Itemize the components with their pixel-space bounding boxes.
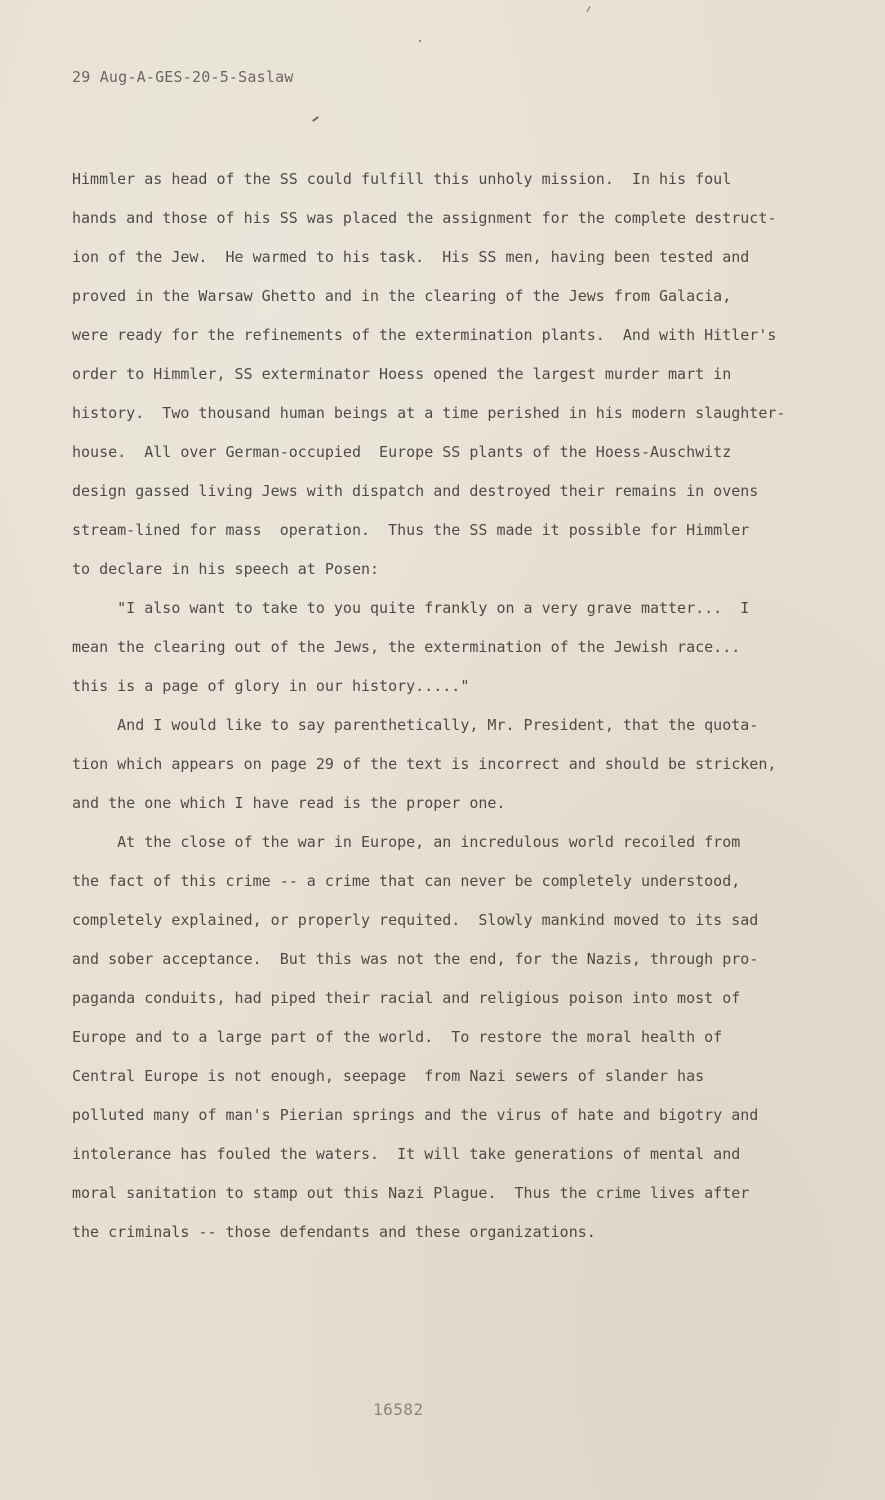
text-line: ion of the Jew. He warmed to his task. His SS men, having been tested and	[72, 248, 750, 266]
text-line: hands and those of his SS was placed the assignment for the complete destruct-	[72, 209, 777, 227]
ink-mark	[312, 116, 319, 122]
page-number: 16582	[373, 1400, 424, 1419]
text-line: paganda conduits, had piped their racial and religious poison into most of	[72, 989, 741, 1007]
text-line: were ready for the refinements of the extermination plants. And with Hitler's	[72, 326, 777, 344]
text-line: the fact of this crime -- a crime that can never be completely understood,	[72, 872, 741, 890]
quote-line: this is a page of glory in our history....."	[72, 677, 470, 695]
text-line: the criminals -- those defendants and these organizations.	[72, 1223, 596, 1241]
text-line: tion which appears on page 29 of the text is incorrect and should be stricken,	[72, 755, 777, 773]
text-line: history. Two thousand human beings at a time perished in his modern slaughter-	[72, 404, 786, 422]
text-line: And I would like to say parenthetically, Mr. President, that the quota-	[72, 716, 759, 734]
text-line: Himmler as head of the SS could fulfill this unholy mission. In his foul	[72, 170, 732, 188]
quote-line: "I also want to take to you quite frankly on a very grave matter... I	[72, 599, 750, 617]
text-line: Europe and to a large part of the world. To restore the moral health of	[72, 1028, 723, 1046]
document-header: 29 Aug-A-GES-20-5-Saslaw	[72, 68, 294, 86]
text-line: completely explained, or properly requited. Slowly mankind moved to its sad	[72, 911, 759, 929]
text-line: At the close of the war in Europe, an incredulous world recoiled from	[72, 833, 741, 851]
text-line: Central Europe is not enough, seepage from Nazi sewers of slander has	[72, 1067, 705, 1085]
body-text	[72, 160, 832, 1252]
text-line: intolerance has fouled the waters. It will take generations of mental and	[72, 1145, 741, 1163]
text-line: and the one which I have read is the proper one.	[72, 794, 506, 812]
ink-mark	[587, 6, 591, 12]
quote-line: mean the clearing out of the Jews, the extermination of the Jewish race...	[72, 638, 741, 656]
text-line: design gassed living Jews with dispatch and destroyed their remains in ovens	[72, 482, 759, 500]
text-line: to declare in his speech at Posen:	[72, 560, 380, 578]
ink-mark	[419, 40, 421, 42]
text-line: moral sanitation to stamp out this Nazi Plague. Thus the crime lives after	[72, 1184, 750, 1202]
text-line: proved in the Warsaw Ghetto and in the clearing of the Jews from Galacia,	[72, 287, 732, 305]
text-line: stream-lined for mass operation. Thus the SS made it possible for Himmler	[72, 521, 750, 539]
text-line: house. All over German-occupied Europe SS plants of the Hoess-Auschwitz	[72, 443, 732, 461]
text-line: order to Himmler, SS exterminator Hoess opened the largest murder mart in	[72, 365, 732, 383]
text-line: and sober acceptance. But this was not the end, for the Nazis, through pro-	[72, 950, 759, 968]
text-line: polluted many of man's Pierian springs and the virus of hate and bigotry and	[72, 1106, 759, 1124]
